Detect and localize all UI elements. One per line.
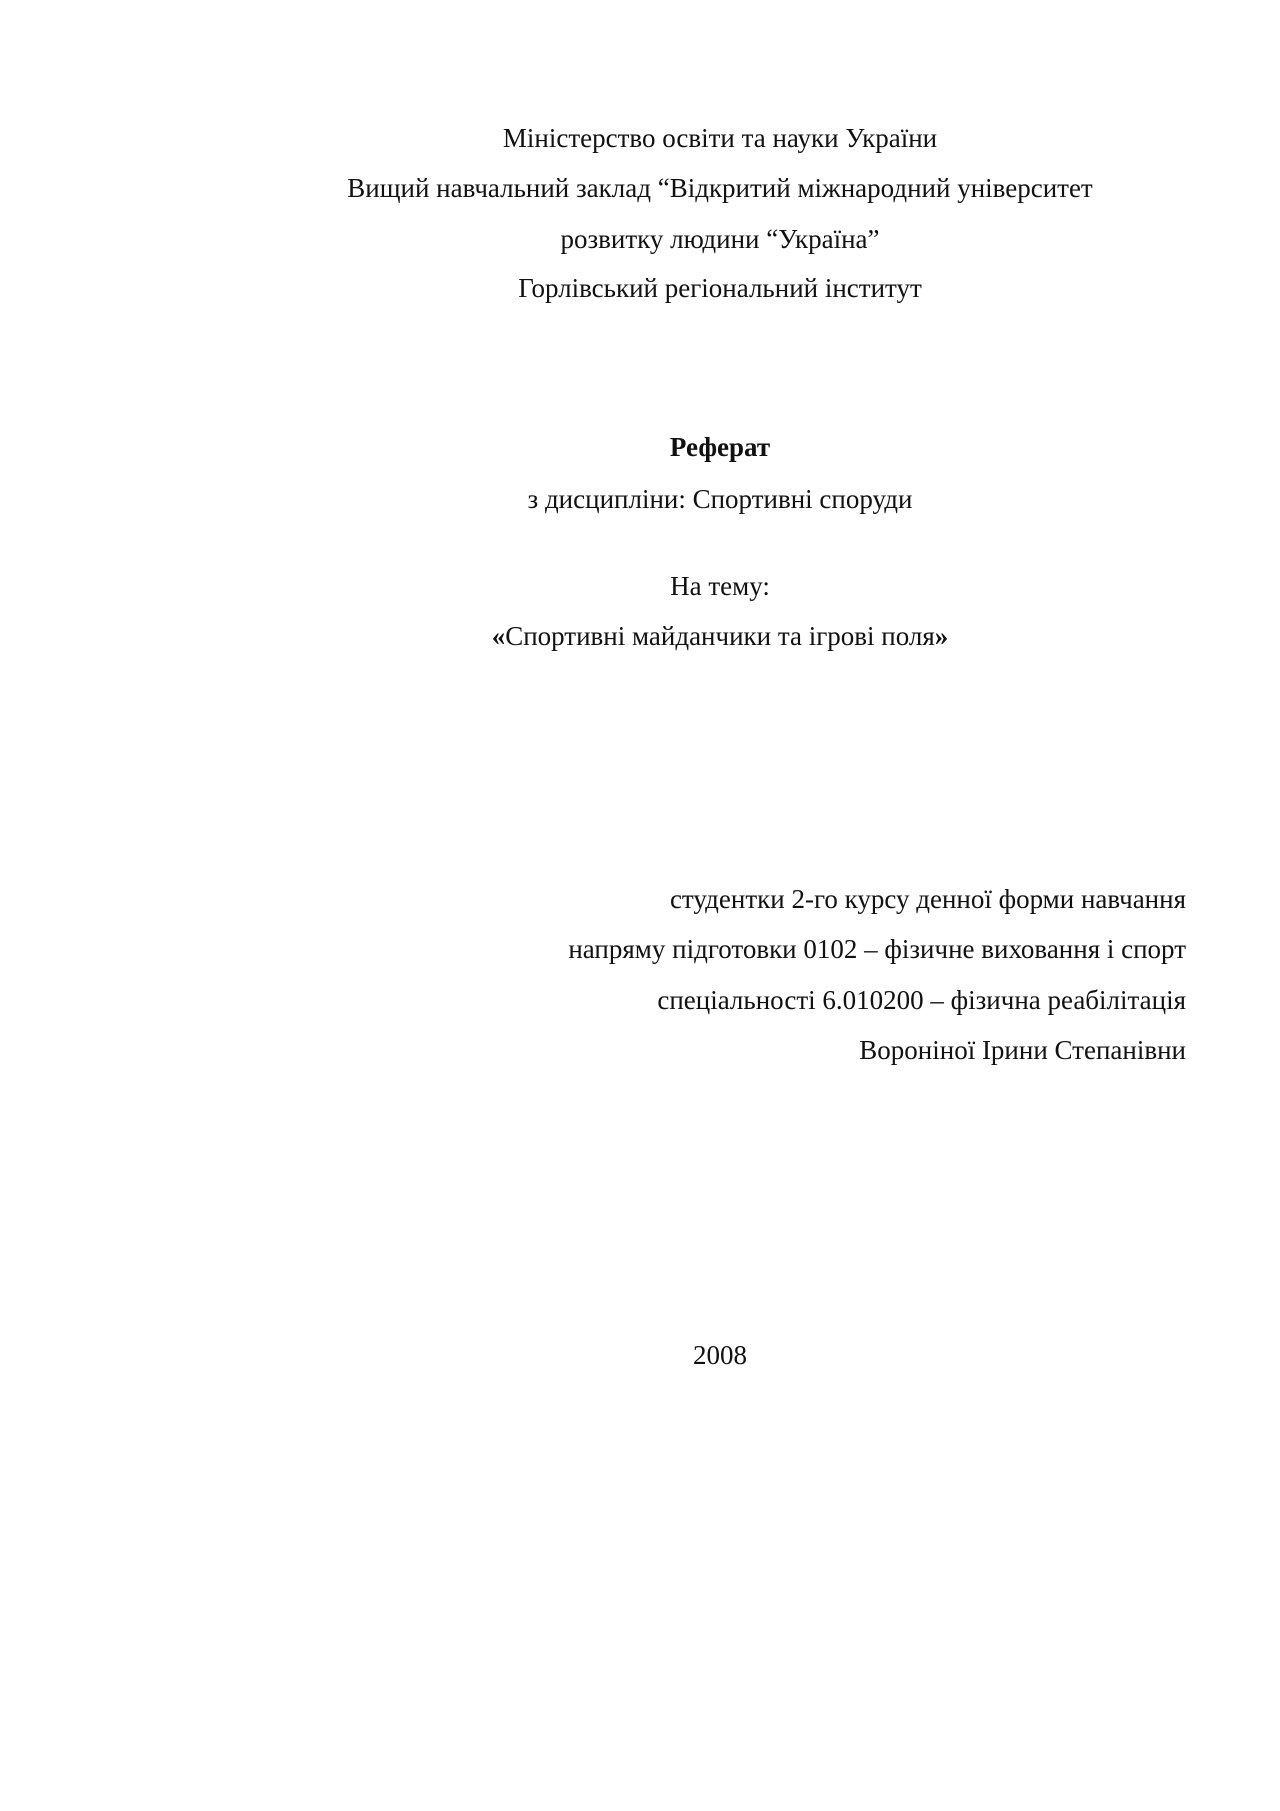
author-line-2: напряму підготовки 0102 – фізичне виховання і спорт [568,934,1186,964]
year: 2008 [693,1340,747,1370]
discipline-line: з дисципліни: Спортивні споруди [527,484,913,514]
topic-title [0,620,1280,652]
topic-text: Спортивні майданчики та ігрові поля [505,621,935,651]
ministry-line: Міністерство освіти та науки України [502,123,938,153]
author-line-1: студентки 2-го курсу денної форми навчання [669,884,1186,914]
document-type-title: Реферат [669,432,771,462]
institute-line: Горлівський регіональний інститут [518,273,922,303]
author-line-3: спеціальності 6.010200 – фізична реабілітація [657,985,1186,1015]
open-quote: « [491,621,506,651]
institution-line-2: розвитку людини “Україна” [560,224,880,254]
close-quote: » [934,621,949,651]
topic-label: На тему: [670,571,770,601]
author-name: Вороніної Ірини Степанівни [859,1035,1186,1065]
institution-line-1: Вищий навчальний заклад “Відкритий міжнародний університет [347,173,1093,203]
